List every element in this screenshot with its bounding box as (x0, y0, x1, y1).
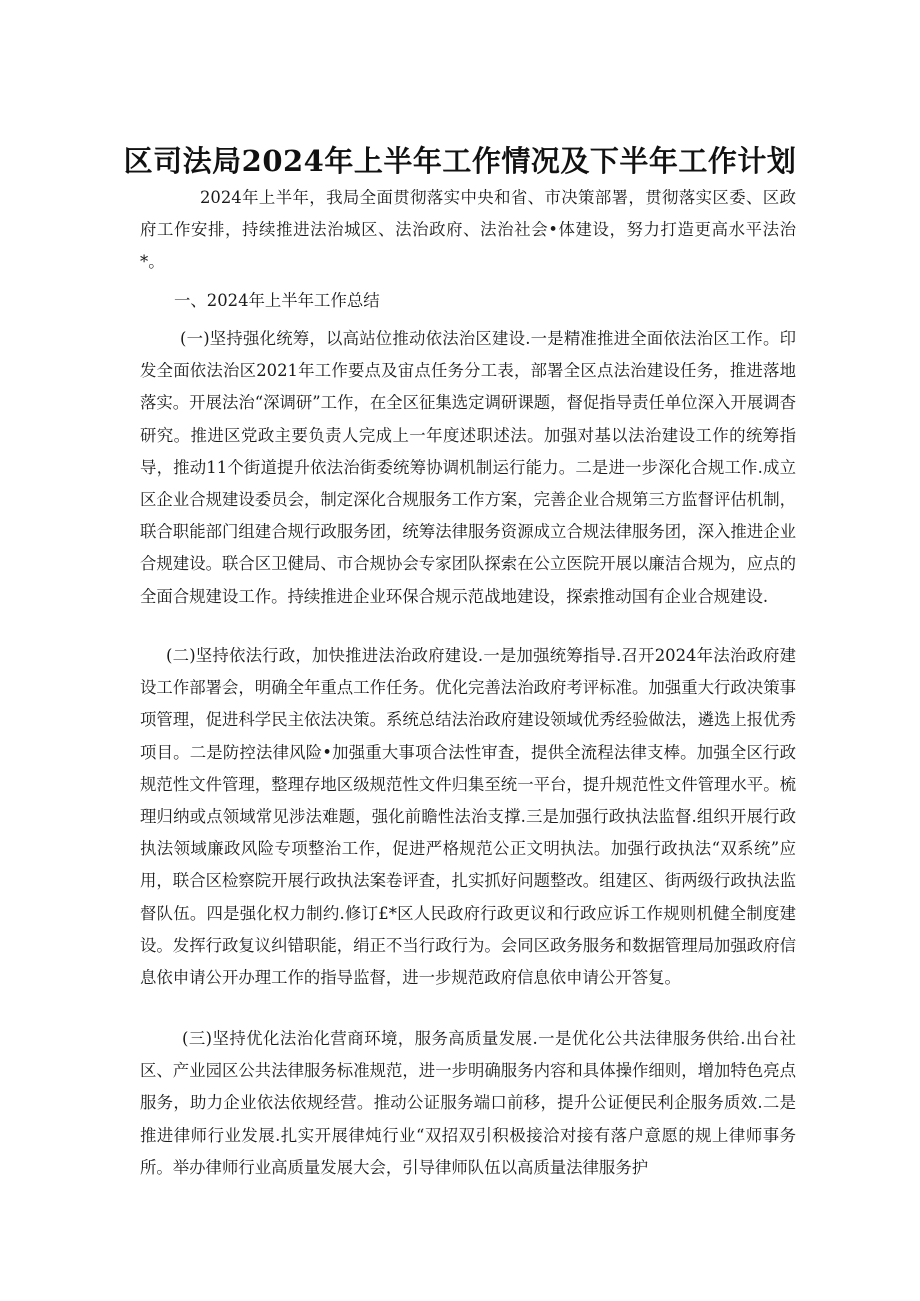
document-title: 区司法局2024年上半年工作情况及下半年工作计划 (123, 144, 797, 179)
body-paragraph-3: (三)坚持优化法治化营商环境，服务高质量发展.一是优化公共法律服务供给.出台社区、产业园区公共法律服务标准规范，进一步明确服务内容和具体操作细则，增加特色亮点服务，助力企业依法依规经营。推动公证服务端口前移，提升公证便民利企服务质效.二是推进律师行业发展.扎实开展律炖行业“双招双引积极接洽对接有落户意愿的规上律师事务所。举办律师行业高质量发展大会，引导律师队伍以高质量法律服务护 (140, 1029, 796, 1177)
body-paragraph-2: (二)坚持依法行政，加快推进法治政府建设.一是加强统筹指导.召开2024年法治政府建设工作部署会，明确全年重点工作任务。优化完善法治政府考评标准。加强重大行政决策事项管理，促进科学民主依法决策。系统总结法治政府建设领域优秀经验做法，遴选上报优秀项目。二是防控法律风险•加强重大事项合法性审査，提供全流程法律支棒。加强全区行政规范性文件管理，整理存地区级规范性文件归集至统一平台，提升规范性文件管理水平。梳理归纳或点领域常见涉法难题，强化前瞻性法治支撑.三是加强行政执法监督.组织开展行政执法领域廉政风险专项整治工作，促进严格规范公正文明执法。加强行政执法“双系统”应用，联合区检察院开展行政执法案卷评査，扎实抓好问题整改。组建区、街两级行政执法监督队伍。四是强化权力制约.修订£*区人民政府行政更议和行政应诉工作规则机健全制度建设。发挥行政复议纠错职能，绢正不当行政行为。会同区政务服务和数据管理局加强政府信息依申请公开办理工作的指导监督，进一步规范政府信息依申请公开答复。 (140, 646, 796, 988)
body-paragraph-1: (一)坚持强化统筹，以高站位推动依法治区建设.一是精准推进全面依法治区工作。印发全面依法治区2021年工作要点及宙点任务分工表，部署全区点法治建设任务，推进落地落实。开展法治“深调研”工作，在全区征集选定调研课题，督促指导责任单位深入开展调杳研究。推进区党政主要负责人完成上一年度述职述法。加强对基以法治建设工作的统筹指导，推动11个街道提升依法治街委统筹协调机制运行能力。二是进一步深化合规工作.成立区企业合规建设委员会，制定深化合规服务工作方案，完善企业合规第三方监督评估机制，联合职能部门组建合规行政服务团，统筹法律服务资源成立合规法律服务团，深入推进企业合规建设。联合区卫健局、市合规协会专家团队探索在公立医院开展以廉洁合规为，应点的全面合规建设工作。持续推进企业环保合规示范战地建设，探索推动国有企业合规建设. (140, 329, 796, 606)
intro-paragraph: 2024年上半年，我局全面贯彻落实中央和省、市决策部署，贯彻落实区委、区政府工作安排，持续推进法治城区、法治政府、法治社会•体建设，努力打造更高水平法治*。 (140, 188, 796, 272)
section-heading: 一、2024年上半年工作总结 (174, 291, 380, 310)
